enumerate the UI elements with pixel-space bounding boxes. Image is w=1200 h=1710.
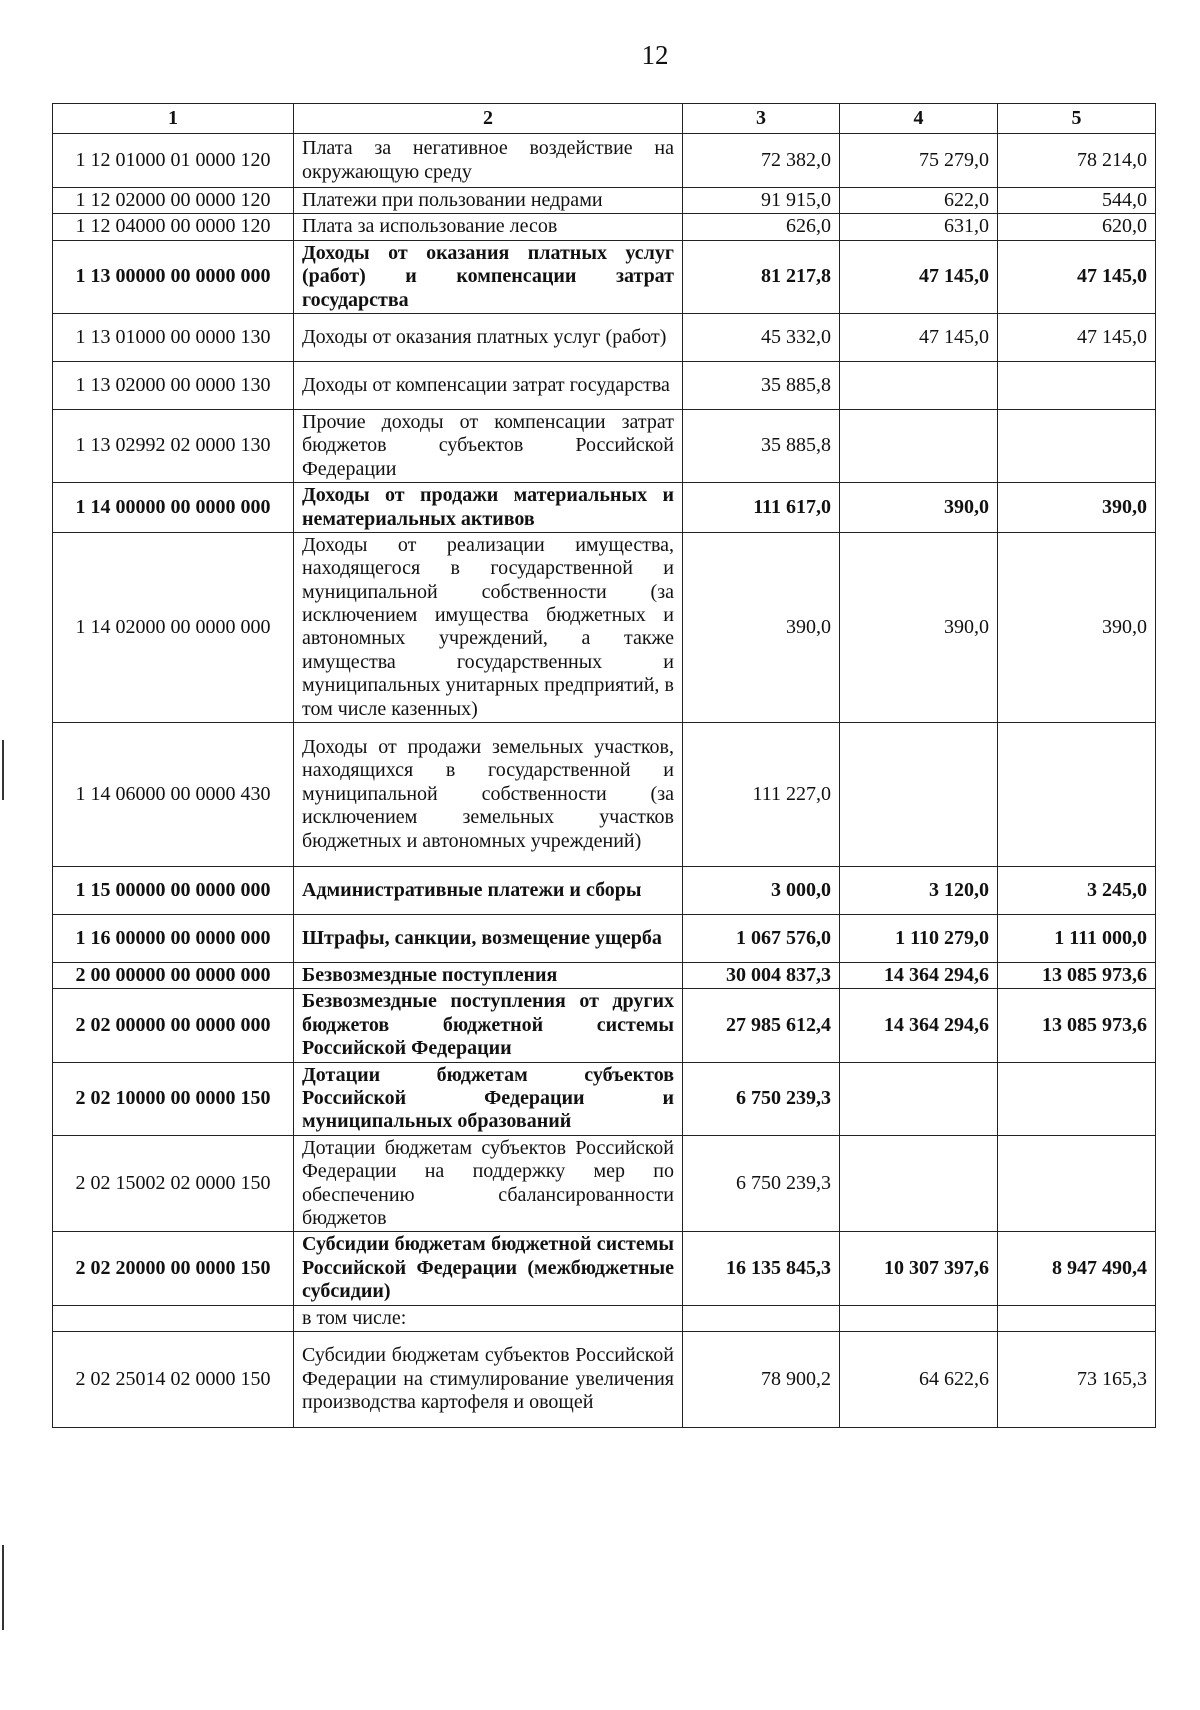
row-value-col4-cell: 47 145,0	[840, 313, 998, 361]
row-value-col3-cell: 111 617,0	[683, 483, 840, 533]
table-row	[53, 1062, 1156, 1135]
scan-edge-mark-top	[2, 740, 4, 800]
row-value-col3-cell: 3 000,0	[683, 867, 840, 915]
row-value-col3-cell: 626,0	[683, 214, 840, 240]
row-value-col3-cell: 45 332,0	[683, 313, 840, 361]
table-row	[53, 1135, 1156, 1232]
row-value-col3-cell: 390,0	[683, 532, 840, 722]
row-code-cell: 1 15 00000 00 0000 000	[53, 867, 294, 915]
row-value-col5-cell: 1 111 000,0	[998, 915, 1156, 963]
row-value-col4-cell: 1 110 279,0	[840, 915, 998, 963]
row-value-col5-cell: 47 145,0	[998, 240, 1156, 313]
row-value-col4-cell: 14 364 294,6	[840, 989, 998, 1062]
row-code-cell: 1 14 00000 00 0000 000	[53, 483, 294, 533]
table-row	[53, 963, 1156, 989]
table-row	[53, 313, 1156, 361]
row-name-cell: Доходы от оказания платных услуг (работ) и компенсации затрат государства	[294, 240, 683, 313]
row-name-cell: Безвозмездные поступления от других бюджетов бюджетной системы Российской Федерации	[294, 989, 683, 1062]
table-row	[53, 483, 1156, 533]
page-number: 12	[641, 40, 669, 70]
row-code-cell: 1 12 02000 00 0000 120	[53, 188, 294, 214]
row-value-col5-cell: 544,0	[998, 188, 1156, 214]
column-header-2: 2	[294, 104, 683, 134]
row-name-cell: Доходы от оказания платных услуг (работ)	[294, 313, 683, 361]
row-value-col5-cell: 620,0	[998, 214, 1156, 240]
row-value-col4-cell	[840, 1305, 998, 1331]
row-code-cell: 2 00 00000 00 0000 000	[53, 963, 294, 989]
row-value-col5-cell	[998, 1135, 1156, 1232]
row-value-col5-cell: 8 947 490,4	[998, 1232, 1156, 1305]
table-row	[53, 214, 1156, 240]
row-name-cell: Субсидии бюджетам субъектов Российской Федерации на стимулирование увеличения производства картофеля и овощей	[294, 1331, 683, 1427]
table-row	[53, 409, 1156, 482]
row-value-col4-cell: 3 120,0	[840, 867, 998, 915]
row-code-cell: 1 12 01000 01 0000 120	[53, 134, 294, 188]
row-value-col5-cell	[998, 723, 1156, 867]
row-code-cell: 1 13 01000 00 0000 130	[53, 313, 294, 361]
row-value-col5-cell: 390,0	[998, 483, 1156, 533]
row-value-col5-cell: 13 085 973,6	[998, 989, 1156, 1062]
row-name-cell: Плата за использование лесов	[294, 214, 683, 240]
row-name-cell: Платежи при пользовании недрами	[294, 188, 683, 214]
row-name-cell: Доходы от продажи земельных участков, находящихся в государственной и муниципальной собственности (за исключением земельных участков бюджетных и автономных учреждений)	[294, 723, 683, 867]
row-value-col5-cell: 73 165,3	[998, 1331, 1156, 1427]
table-row	[53, 532, 1156, 722]
table-row	[53, 1232, 1156, 1305]
table-row	[53, 867, 1156, 915]
column-header-5: 5	[998, 104, 1156, 134]
row-value-col3-cell: 27 985 612,4	[683, 989, 840, 1062]
row-value-col5-cell	[998, 409, 1156, 482]
row-name-cell: Доходы от компенсации затрат государства	[294, 361, 683, 409]
row-value-col5-cell	[998, 1305, 1156, 1331]
row-value-col4-cell: 390,0	[840, 532, 998, 722]
row-value-col4-cell	[840, 723, 998, 867]
row-code-cell: 2 02 00000 00 0000 000	[53, 989, 294, 1062]
row-value-col4-cell: 14 364 294,6	[840, 963, 998, 989]
row-value-col5-cell: 78 214,0	[998, 134, 1156, 188]
row-value-col4-cell: 631,0	[840, 214, 998, 240]
row-value-col3-cell: 111 227,0	[683, 723, 840, 867]
row-value-col3-cell: 81 217,8	[683, 240, 840, 313]
row-code-cell: 2 02 25014 02 0000 150	[53, 1331, 294, 1427]
row-value-col3-cell: 1 067 576,0	[683, 915, 840, 963]
row-value-col5-cell: 13 085 973,6	[998, 963, 1156, 989]
row-value-col3-cell: 91 915,0	[683, 188, 840, 214]
row-code-cell: 2 02 20000 00 0000 150	[53, 1232, 294, 1305]
row-name-cell: Прочие доходы от компенсации затрат бюджетов субъектов Российской Федерации	[294, 409, 683, 482]
row-code-cell: 1 12 04000 00 0000 120	[53, 214, 294, 240]
row-value-col4-cell: 64 622,6	[840, 1331, 998, 1427]
table-row	[53, 915, 1156, 963]
row-value-col4-cell	[840, 1062, 998, 1135]
budget-revenue-table	[52, 103, 1156, 1428]
row-name-cell: Субсидии бюджетам бюджетной системы Российской Федерации (межбюджетные субсидии)	[294, 1232, 683, 1305]
row-name-cell: Дотации бюджетам субъектов Российской Федерации на поддержку мер по обеспечению сбалансированности бюджетов	[294, 1135, 683, 1232]
scan-edge-mark-bottom	[2, 1545, 4, 1630]
table-row	[53, 1331, 1156, 1427]
table-row	[53, 1305, 1156, 1331]
row-value-col5-cell: 390,0	[998, 532, 1156, 722]
row-value-col3-cell: 72 382,0	[683, 134, 840, 188]
row-value-col3-cell	[683, 1305, 840, 1331]
row-value-col3-cell: 30 004 837,3	[683, 963, 840, 989]
row-code-cell	[53, 1305, 294, 1331]
row-code-cell: 1 13 00000 00 0000 000	[53, 240, 294, 313]
row-value-col5-cell	[998, 1062, 1156, 1135]
row-name-cell: Административные платежи и сборы	[294, 867, 683, 915]
table-row	[53, 723, 1156, 867]
row-code-cell: 1 13 02000 00 0000 130	[53, 361, 294, 409]
row-value-col3-cell: 6 750 239,3	[683, 1062, 840, 1135]
column-header-4: 4	[840, 104, 998, 134]
row-value-col4-cell: 622,0	[840, 188, 998, 214]
row-code-cell: 1 16 00000 00 0000 000	[53, 915, 294, 963]
table-header-row	[53, 104, 1156, 134]
row-value-col3-cell: 35 885,8	[683, 409, 840, 482]
row-name-cell: Доходы от реализации имущества, находящегося в государственной и муниципальной собственности (за исключением имущества бюджетных и автономных учреждений, а также имущества государственных и муниципальных унитарных предприятий, в том числе казенных)	[294, 532, 683, 722]
row-value-col4-cell: 10 307 397,6	[840, 1232, 998, 1305]
row-value-col5-cell	[998, 361, 1156, 409]
row-code-cell: 2 02 10000 00 0000 150	[53, 1062, 294, 1135]
row-value-col4-cell	[840, 361, 998, 409]
table-row	[53, 240, 1156, 313]
row-value-col5-cell: 3 245,0	[998, 867, 1156, 915]
column-header-1: 1	[53, 104, 294, 134]
row-name-cell: Дотации бюджетам субъектов Российской Федерации и муниципальных образований	[294, 1062, 683, 1135]
row-code-cell: 2 02 15002 02 0000 150	[53, 1135, 294, 1232]
table-row	[53, 188, 1156, 214]
row-value-col4-cell: 75 279,0	[840, 134, 998, 188]
row-value-col4-cell: 47 145,0	[840, 240, 998, 313]
row-value-col3-cell: 16 135 845,3	[683, 1232, 840, 1305]
column-header-3: 3	[683, 104, 840, 134]
row-value-col3-cell: 6 750 239,3	[683, 1135, 840, 1232]
row-code-cell: 1 14 02000 00 0000 000	[53, 532, 294, 722]
table-row	[53, 134, 1156, 188]
row-name-cell: Доходы от продажи материальных и нематериальных активов	[294, 483, 683, 533]
row-value-col5-cell: 47 145,0	[998, 313, 1156, 361]
row-name-cell: Плата за негативное воздействие на окружающую среду	[294, 134, 683, 188]
row-name-cell: Штрафы, санкции, возмещение ущерба	[294, 915, 683, 963]
row-value-col3-cell: 35 885,8	[683, 361, 840, 409]
row-name-cell: в том числе:	[294, 1305, 683, 1331]
row-value-col4-cell	[840, 1135, 998, 1232]
row-value-col3-cell: 78 900,2	[683, 1331, 840, 1427]
row-name-cell: Безвозмездные поступления	[294, 963, 683, 989]
row-value-col4-cell: 390,0	[840, 483, 998, 533]
table-row	[53, 989, 1156, 1062]
row-code-cell: 1 13 02992 02 0000 130	[53, 409, 294, 482]
row-value-col4-cell	[840, 409, 998, 482]
row-code-cell: 1 14 06000 00 0000 430	[53, 723, 294, 867]
table-row	[53, 361, 1156, 409]
